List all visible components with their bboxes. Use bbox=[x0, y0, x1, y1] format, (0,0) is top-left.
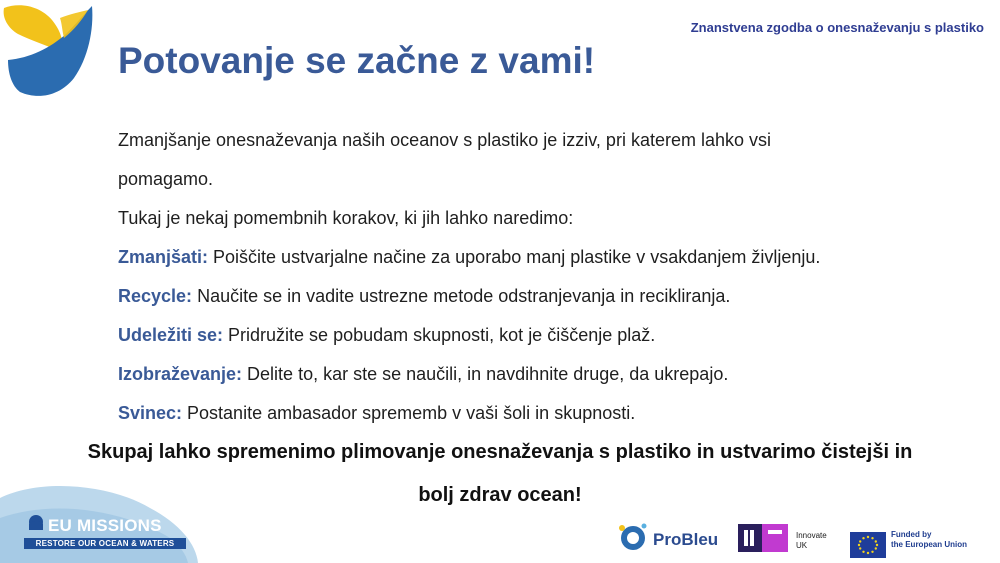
step-item-participate bbox=[118, 316, 918, 355]
step-text: Poiščite ustvarjalne načine za uporabo manj plastike v vsakdanjem življenju. bbox=[208, 247, 821, 267]
body-content bbox=[118, 121, 918, 433]
step-term: Izobraževanje: bbox=[118, 364, 243, 384]
brand-wave-logo bbox=[0, 0, 100, 100]
header-tagline: Znanstvena zgodba o onesnaževanju s plastiko bbox=[690, 20, 984, 35]
step-item-educate bbox=[118, 355, 918, 394]
step-text: Delite to, kar ste se naučili, in navdihnite druge, da ukrepajo. bbox=[242, 364, 729, 384]
eu-missions-label: EU MISSIONS bbox=[48, 516, 162, 535]
step-term: Udeležiti se: bbox=[118, 325, 224, 345]
step-item-lead bbox=[118, 394, 918, 433]
step-term: Recycle: bbox=[118, 286, 193, 306]
step-term: Svinec: bbox=[118, 403, 183, 423]
step-text: Pridružite se pobudam skupnosti, kot je čiščenje plaž. bbox=[223, 325, 656, 345]
intro-line: pomagamo. bbox=[118, 169, 214, 189]
probleu-label: ProBleu bbox=[653, 530, 719, 549]
innovate-uk-logo-icon bbox=[738, 520, 792, 556]
innovate-uk-label bbox=[796, 531, 846, 551]
closing-line: bolj zdrav ocean! bbox=[418, 484, 582, 506]
intro-line: Zmanjšanje onesnaževanja naših oceanov s plastiko je izziv, pri katerem lahko vsi bbox=[118, 130, 771, 150]
page-title: Potovanje se začne z vami! bbox=[118, 40, 596, 81]
step-text: Naučite se in vadite ustrezne metode odstranjevanja in recikliranja. bbox=[192, 286, 731, 306]
probleu-logo-icon bbox=[616, 520, 650, 556]
innovate-line: UK bbox=[796, 541, 808, 550]
step-item-recycle bbox=[118, 277, 918, 316]
funded-line: the European Union bbox=[891, 540, 967, 549]
innovate-line: Innovate bbox=[796, 531, 827, 540]
step-item-reduce bbox=[118, 238, 918, 277]
intro-line: Tukaj je nekaj pomembnih korakov, ki jih lahko naredimo: bbox=[118, 208, 574, 228]
funded-by-eu-label bbox=[891, 530, 981, 550]
eu-missions-sublabel: RESTORE OUR OCEAN & WATERS bbox=[24, 538, 186, 549]
step-text: Postanite ambasador sprememb v vaši šoli in skupnosti. bbox=[182, 403, 636, 423]
step-term: Zmanjšati: bbox=[118, 247, 209, 267]
funded-line: Funded by bbox=[891, 530, 932, 539]
closing-line: Skupaj lahko spremenimo plimovanje onesnaževanja s plastiko in ustvarimo čistejši in bbox=[87, 441, 913, 463]
eu-flag-icon bbox=[850, 527, 886, 563]
